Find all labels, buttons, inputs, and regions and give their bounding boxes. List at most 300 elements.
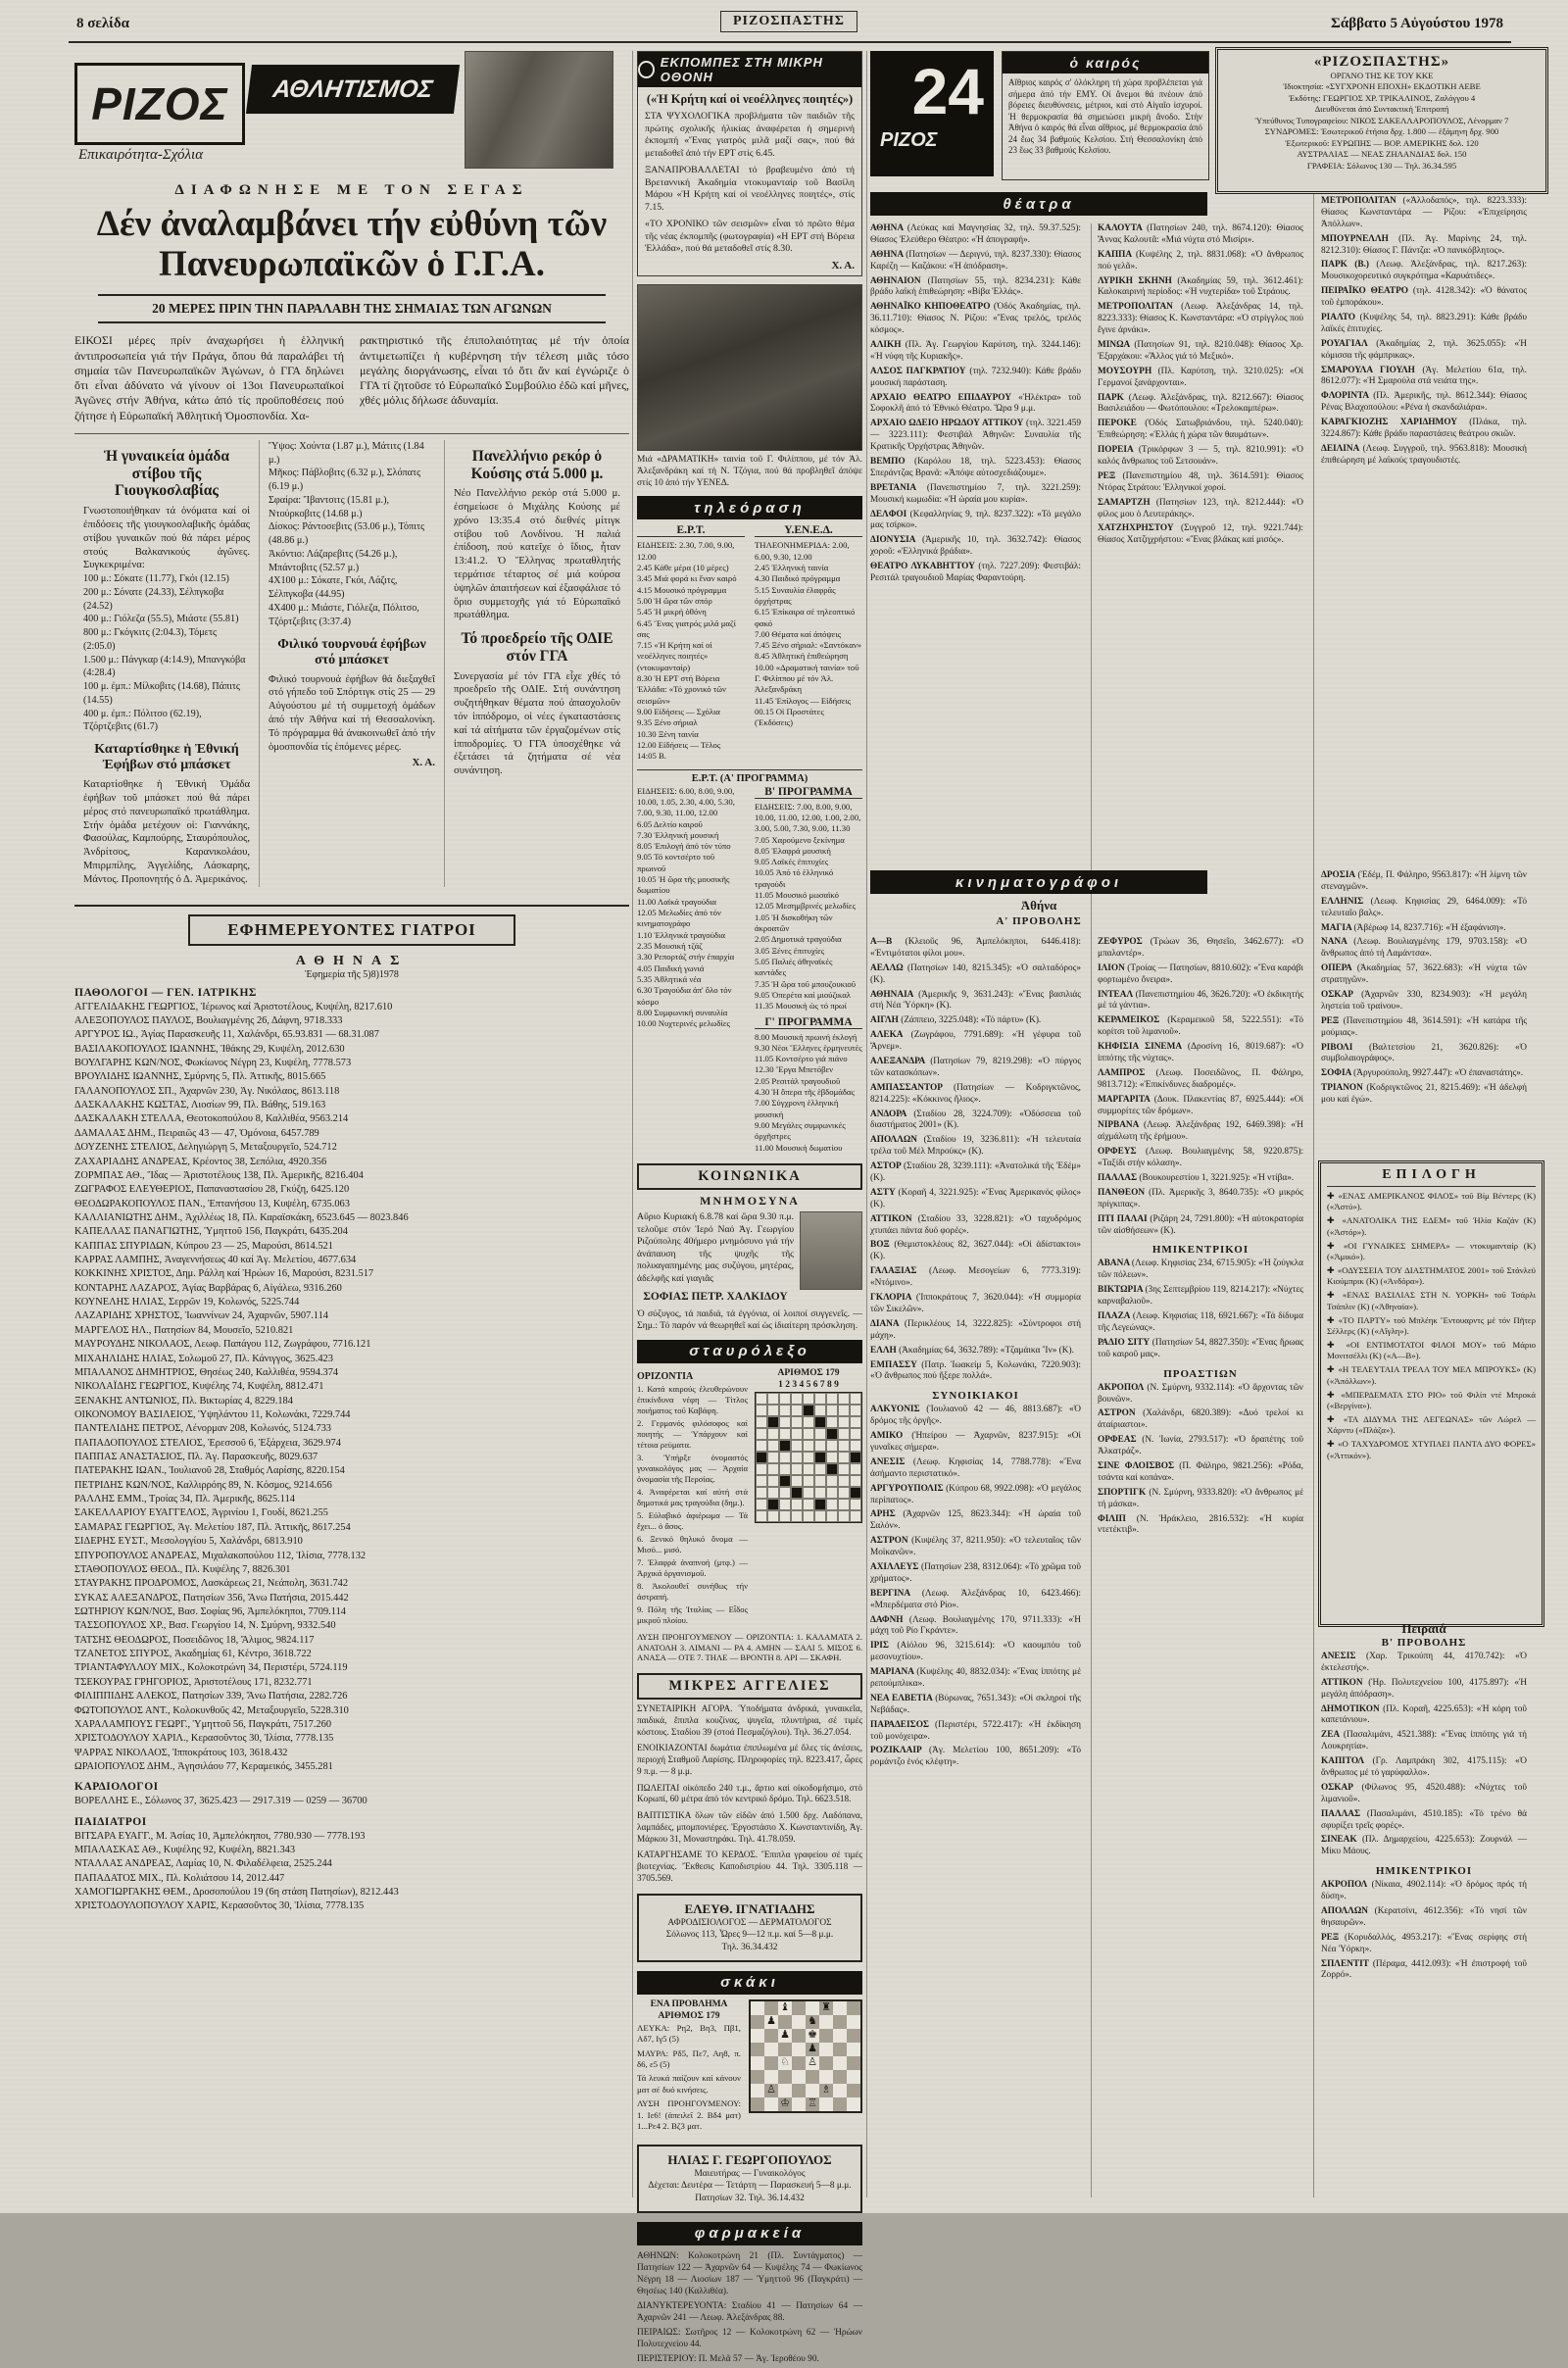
schedule-line: 11.05 Κοντσέρτο γιά πιάνο	[755, 1054, 848, 1064]
tv-logo-icon	[638, 61, 655, 78]
cinema-entry: ΓΑΛΑΞΙΑΣ (Λεωφ. Μεσογείων 6, 7773.319): «Ντόμινο».	[870, 1266, 1082, 1289]
crossword-cell	[803, 1510, 814, 1522]
cinema-entry: ΙΡΙΣ (Αἰόλου 96, 3215.614): «Ὁ καουμπόυ τοῦ μεσονυχτίου».	[870, 1641, 1081, 1663]
cinema-entry: ΡΑΔΙΟ ΣΙΤΥ (Πατησίων 54, 8827.350): «Ἕνας ἥρωας τοῦ καιροῦ μας».	[1098, 1337, 1304, 1359]
tv-promo-box	[637, 51, 862, 276]
masthead-line: ΑΥΣΤΡΑΛΙΑΣ — ΝΕΑΣ ΖΗΛΑΝΔΙΑΣ δολ. 150	[1297, 149, 1467, 160]
theater-entry: ΑΡΧΑΙΟ ΘΕΑΤΡΟ ΕΠΙΔΑΥΡΟΥ «Ἠλέκτρα» τοῦ Σοφοκλῆ ἀπό τό Ἐθνικό Θέατρο. Ὥρα 9 μ.μ.	[870, 392, 1081, 415]
cinema-entry: ΠΑΛΛΑΣ (Πασαλιμάνι, 4510.185): «Τό τρένο θά σφυρίξει τρεῖς φορές».	[1321, 1808, 1527, 1831]
theater-entry: ΜΠΟΥΡΝΕΛΛΗ (Πλ. Ἁγ. Μαρίνης 24, τηλ. 8212.310): Θίασος Γ. Πάντζα: «Ὁ πανικόβλητος».	[1321, 233, 1527, 256]
schedule-line: 7.05 Χαρούμενο ξεκίνημα	[755, 834, 845, 845]
schedule-line: 10.30 Ξένη ταινία	[637, 728, 699, 739]
cinema-entry: ΕΛΛΗ (Ἀκαδημίας 64, 3632.789): «Τζαμάικα Ἴν» (Κ).	[870, 1345, 1074, 1356]
lead-col2: ρακτηριστικό τῆς ἐπιπολαιότητας μέ τήν ὁποία ἀντιμετωπίζει ἡ κυβέρνηση τήν τέλεση μιᾶς τόσο μεγάλης διοργάνωσης, εἶναι τό ὅτι ἄν καί ἐγνώριζε ὁ ΓΓΑ τί ζητοῦσε τό Εὐρωπαϊκό Συμβούλιο ἐδῶ καί μῆνες, χθές μόλις δήλωσε ἀδυναμία.	[360, 333, 629, 408]
chess-square	[806, 2084, 819, 2097]
crossword-cell	[803, 1428, 814, 1440]
schedule-line: 10.00 Νυχτερινές μελωδίες	[637, 1018, 730, 1029]
cinema-entry: ΑΕΛΛΩ (Πατησίων 140, 8215.345): «Ὁ σαλταδόρος» (Κ).	[870, 962, 1082, 985]
crossword-cell	[767, 1393, 779, 1405]
crossword-cell	[756, 1510, 767, 1522]
doctor-entry: ΡΑΛΛΗΣ ΕΜΜ., Τροίας 34, Πλ. Ἀμερικῆς, 8625.114	[74, 1494, 295, 1505]
article-title: Τό προεδρείο τῆς ΟΔΙΕ στόν ΓΓΑ	[461, 630, 613, 665]
theater-entry: ΣΜΑΡΟΥΛΑ ΓΙΟΥΛΗ (Ἁγ. Μελετίου 61α, τηλ. 8612.077): «Ἡ Σμαρούλα στά νειάτα της».	[1321, 365, 1528, 387]
chess-square	[778, 2015, 792, 2029]
cinema-entry: ΒΟΞ (Θεμιστοκλέους 82, 3627.044): «Οἱ ἀδίστακτοι» (Κ).	[870, 1240, 1081, 1262]
cinema-entry: ΔΗΜΟΤΙΚΟΝ (Πλ. Κοραῆ, 4225.653): «Ἡ κόρη τοῦ καπετάνιου».	[1321, 1703, 1527, 1726]
ad-name: ΕΛΕΥΘ. ΙΓΝΑΤΙΑΔΗΣ	[684, 1900, 815, 1916]
cinemas-class-a-label: Α' ΠΡΟΒΟΛΗΣ	[996, 915, 1082, 927]
ad-line: Σόλωνος 113, Ὧρες 9—12 π.μ. καί 5—8 μ.μ.	[665, 1930, 834, 1941]
cinema-entry: ΑΤΤΙΚΟΝ (Ἡρ. Πολυτεχνείου 100, 4175.897): «Ἡ μεγάλη ἀπόδραση».	[1321, 1677, 1527, 1700]
schedule-line: 3.30 Ρεπορτάζ στήν ἐπαρχία	[637, 952, 735, 962]
crossword-cell	[791, 1510, 803, 1522]
article-title: Πανελλήνιο ρεκόρ ὁ Κούσης στά 5.000 μ.	[470, 447, 604, 482]
schedule-line: ΕΙΔΗΣΕΙΣ: 2.30, 7.00, 9.00, 12.00	[637, 540, 735, 562]
pharmacy-line: ΔΙΑΝΥΚΤΕΡΕΥΟΝΤΑ: Σταδίου 41 — Πατησίων 64 — Ἀχαρνῶν 241 — Λεωφ. Ἀλεξάνδρας 88.	[637, 2300, 862, 2323]
chess-square	[751, 2097, 764, 2111]
schedule-line: 00.15 Οἱ Προστάτες (Ἐκδόσεις)	[755, 707, 824, 728]
crossword-cell	[814, 1475, 826, 1487]
cinema-entry: ΡΕΞ (Πανεπιστημίου 48, 3614.591): «Ἡ κατάρα τῆς μούμιας».	[1321, 1015, 1527, 1038]
masthead-line: Διευθύνεται ἀπό Συντακτική Ἐπιτροπή	[1314, 104, 1449, 115]
cinema-entry: ΠΑΡΑΔΕΙΣΟΣ (Περιστέρι, 5722.417): «Ἡ ἐκδίκηση τοῦ μονόχειρα».	[870, 1719, 1081, 1742]
doctor-entry: ΤΣΕΚΟΥΡΑΣ ΓΡΗΓΟΡΙΟΣ, Ἀριστοτέλους 171, 8232.771	[74, 1676, 313, 1688]
doctor-entry: ΔΑΣΚΑΛΑΚΗ ΣΤΕΛΛΑ, Θεοτοκοπούλου 8, Καλλιθέα, 9563.214	[74, 1113, 349, 1125]
koinonika-header: ΚΟΙΝΩΝΙΚΑ	[637, 1163, 862, 1190]
piraeus-imikentrikoi-list	[1321, 1880, 1527, 1982]
doctor-entry: ΖΑΧΑΡΙΑΔΗΣ ΑΝΔΡΕΑΣ, Κρέοντος 38, Σεπόλια, 4920.356	[74, 1156, 327, 1167]
memorial-notice	[637, 1211, 862, 1333]
stats-list	[83, 572, 250, 734]
ert-header: Ε.Ρ.Τ.	[637, 524, 745, 537]
epiloghi-items	[1327, 1191, 1536, 1461]
stat-line: Σφαίρα: Ἴβαντσιτς (15.81 μ.), Ντούρκοβιτς (14.68 μ.)	[269, 494, 390, 519]
columnist-initials: Χ. Α.	[831, 260, 855, 272]
chess-square	[778, 2084, 792, 2097]
crossword-cell	[826, 1487, 838, 1499]
theaters-banner: θέατρα	[870, 192, 1207, 216]
crossword-cell	[814, 1463, 826, 1475]
doctor-entry: ΠΑΝΤΕΛΙΔΗΣ ΠΕΤΡΟΣ, Λένορμαν 208, Κολωνός, 5124.733	[74, 1423, 331, 1435]
cinema-entry: ΣΟΦΙΑ (Ἀργυρούπολη, 9927.447): «Ὁ ἐπαναστάτης».	[1321, 1068, 1524, 1079]
doctor-entry: ΧΑΡΑΛΑΜΠΟΥΣ ΓΕΩΡΓ., Ὑμηττοῦ 56, Παγκράτι, 7517.260	[74, 1718, 332, 1730]
ert-lines	[637, 540, 745, 762]
crossword-cell	[767, 1416, 779, 1428]
chess-line: ΛΥΣΗ ΠΡΟΗΓΟΥΜΕΝΟΥ: 1. Ιε6! (ἀπειλεῖ 2. Βδ4 ματ) 1...Ρε4 2. Βζ3 ματ.	[637, 2098, 741, 2132]
ad-line: ΑΦΡΟΔΙΣΙΟΛΟΓΟΣ — ΔΕΡΜΑΤΟΛΟΓΟΣ	[667, 1917, 832, 1928]
crossword-clue: 7. Ἐλαφρά ἀναπνοή (μτφ.) — Ἀρχικά ὀργανισμοῦ.	[637, 1556, 748, 1578]
tv-promo-paragraph: ΞΑΝΑΠΡΟΒΑΛΛΕΤΑΙ τό βραβευμένο ἀπό τή Βρεταννική Ἀκαδημία ντοκυμανταίρ τοῦ Βασίλη Μάρου «Ἡ Κρήτη καί οἱ νεοέλληνες ποιητές», στίς 7.15.	[645, 164, 855, 214]
tv-still-photo	[637, 284, 862, 451]
crossword-cell	[826, 1416, 838, 1428]
cinemas-proastion-list	[1098, 1383, 1303, 1538]
cinema-entry: ΖΕΦΥΡΟΣ (Τρώων 36, Θησεῖο, 3462.677): «Ὁ μπαλαντέρ».	[1098, 937, 1303, 959]
theater-entry: ΛΥΡΙΚΗ ΣΚΗΝΗ (Ἀκαδημίας 59, τηλ. 3612.461): Καλοκαιρινή περίοδος: «Ἡ νυχτερίδα» τοῦ Στράους.	[1098, 275, 1303, 298]
cinema-entry: Α—Β (Κλειοῦς 96, Ἀμπελόκηποι, 6446.418): «Ἐντιμότατοι φίλοι μου».	[870, 937, 1081, 959]
radio-a-lines	[637, 786, 745, 1030]
doctor-entry: ΠΑΠΠΑΣ ΑΝΑΣΤΑΣΙΟΣ, Πλ. Ἁγ. Παρασκευῆς, 8029.637	[74, 1452, 318, 1463]
theater-entry: ΠΟΡΕΙΑ (Τρικόρφων 3 — 5, τηλ. 8210.991): «Ὁ καλός ἄνθρωπος τοῦ Σετσουάν».	[1098, 445, 1303, 468]
epiloghi-item: ✚ «ΟΙ ΓΥΝΑΙΚΕΣ ΣΗΜΕΡΑ» — ντοκυμανταίρ (Κ) («Ἀμικό»).	[1327, 1240, 1536, 1261]
crossword-cell	[779, 1440, 791, 1452]
chess-square	[847, 2029, 860, 2043]
ad-line: Τηλ. 36.34.432	[721, 1943, 778, 1953]
schedule-line: 2.35 Μουσική τζάζ	[637, 940, 703, 951]
cinema-entry: ΡΟΖΙΚΛΑΙΡ (Ἁγ. Μελετίου 100, 8651.209): «Τό ρομάντζο ἑνός κλέφτη».	[870, 1746, 1081, 1768]
masthead-line: Ἰδιοκτησία: «ΣΥΓΧΡΟΝΗ ΕΠΟΧΗ» ΕΚΔΟΤΙΚΗ ΑΕΒΕ	[1283, 81, 1481, 92]
crossword-cell	[850, 1452, 861, 1463]
tv-promo-paragraph: «ΤΟ ΧΡΟΝΙΚΟ τῶν σεισμῶν» εἶναι τό πρῶτο θέμα τῆς νέας ἐκπομπῆς (φωτογραφία) «Η ΕΡΤ στή Βόρεια Ἑλλάδα», πού θά μεταδοθεῖ στίς 8.30.	[645, 218, 855, 255]
schedule-line: 3.05 Ξένες ἐπιτυχίες	[755, 945, 825, 956]
doctor-entry: ΚΟΚΚΙΝΗΣ ΧΡΙΣΤΟΣ, Δημ. Ράλλη καί Ἡρώων 16, Μαρούσι, 8231.517	[74, 1268, 374, 1280]
doctor-entry: ΜΑΡΓΕΛΟΣ ΗΛ., Πατησίων 84, Μουσεῖο, 5210.821	[74, 1324, 294, 1336]
doctor-entry: ΑΛΕΞΟΠΟΥΛΟΣ ΠΑΥΛΟΣ, Βουλιαγμένης 26, Δάφνη, 9718.333	[74, 1014, 343, 1026]
chess-square	[792, 2097, 806, 2111]
doctor-entry: ΦΩΤΟΠΟΥΛΟΣ ΑΝΤ., Κολοκυνθοῦς 42, Μεταξουργεῖο, 5228.310	[74, 1704, 349, 1716]
cinema-entry: ΜΑΡΓΑΡΙΤΑ (Δουκ. Πλακεντίας 87, 6925.444): «Οἱ συμμορίτες τῶν δρόμων».	[1098, 1094, 1303, 1116]
rizos-logo	[74, 63, 245, 145]
chess-square	[792, 2029, 806, 2043]
doctor-entry: ΒΙΤΣΑΡΑ ΕΥΑΓΓ., Μ. Ἀσίας 10, Ἀμπελόκηποι, 7780.930 — 7778.193	[74, 1830, 366, 1842]
radio-a	[637, 786, 745, 1154]
doctors-specialty-header: ΚΑΡΔΙΟΛΟΓΟΙ	[74, 1781, 159, 1794]
schedule-line: 7.35 Ἡ ὥρα τοῦ μπουζουκιοῦ	[755, 978, 857, 989]
doctors-city: ΑΘΗΝΑΣ	[295, 953, 409, 968]
cinema-entry: ΑΜΠΑΣΣΑΝΤΟΡ (Πατησίων — Κοδριγκτῶνος, 8214.225): «Κόκκινος ἥλιος».	[870, 1082, 1081, 1105]
crossword-cell	[779, 1463, 791, 1475]
schedule-line: 12.05 Μελωδίες ἀπό τόν κινηματογράφο	[637, 908, 721, 929]
chess-square	[833, 2084, 847, 2097]
crossword-cell	[814, 1405, 826, 1416]
crossword-cell	[767, 1428, 779, 1440]
epiloghi-item: ✚ «Η ΤΕΛΕΥΤΑΙΑ ΤΡΕΛΑ ΤΟΥ ΜΕΛ ΜΠΡΟΥΚΣ» (Κ) («Ἀπόλλων»).	[1327, 1364, 1536, 1386]
crossword-grid	[755, 1392, 862, 1523]
epiloghi-item: ✚ «ΟΔΥΣΣΕΙΑ ΤΟΥ ΔΙΑΣΤΗΜΑΤΟΣ 2001» τοῦ Στάνλεϋ Κιούμπρικ (Κ) («Ἀνδόρα»).	[1327, 1265, 1536, 1287]
cinema-entry: ΑΛΕΞΑΝΔΡΑ (Πατησίων 79, 8219.298): «Ὁ πύργος τῶν κατασκόπων».	[870, 1057, 1082, 1078]
doctor-entry: ΤΡΙΑΝΤΑΦΥΛΛΟΥ ΜΙΧ., Κολοκοτρώνη 34, Περιστέρι, 5724.119	[74, 1662, 348, 1674]
chess-square	[792, 2084, 806, 2097]
chess-square	[819, 2029, 833, 2043]
doctor-entry: ΣΑΜΑΡΑΣ ΓΕΩΡΓΙΟΣ, Ἁγ. Μελετίου 187, Πλ. Ἀττικῆς, 8617.254	[74, 1521, 351, 1533]
weather-title: ὁ καιρός	[1003, 52, 1208, 74]
ad-line: Δέχεται: Δευτέρα — Τετάρτη — Παρασκευή 5—8 μ.μ.	[648, 2181, 852, 2192]
crossword-clue: 5. Εὐλαβικό ἀφιέρωμα — Τά ἔχει... ὁ ἄσος.	[637, 1509, 748, 1531]
cinema-entry: ΒΙΚΤΩΡΙΑ (3ης Σεπτεμβρίου 119, 8214.217): «Νύχτες καρναβαλιοῦ».	[1098, 1285, 1303, 1307]
chess-square	[833, 2056, 847, 2070]
cinemas-banner: κινηματογράφοι	[870, 870, 1207, 894]
chess-square	[792, 2043, 806, 2056]
crossword-cell	[767, 1463, 779, 1475]
schedule-line: 7.45 Ξένο σήριαλ: «Σαντόκαν»	[755, 640, 862, 651]
header-rule	[69, 41, 1511, 43]
doctor-entry: ΨΑΡΡΑΣ ΝΙΚΟΛΑΟΣ, Ἱπποκράτους 103, 3618.432	[74, 1747, 288, 1758]
crossword-cell	[767, 1440, 779, 1452]
doctor-entry: ΠΑΤΕΡΑΚΗΣ ΙΩΑΝ., Ἰουλιανοῦ 28, Σταθμός Λαρίσης, 8220.154	[74, 1465, 345, 1477]
doctor-entry: ΚΑΛΛΙΑΝΙΩΤΗΣ ΔΗΜ., Ἀχιλλέως 18, Πλ. Καραϊσκάκη, 6523.645 — 8023.846	[74, 1211, 409, 1223]
classifieds-header: ΜΙΚΡΕΣ ΑΓΓΕΛΙΕΣ	[637, 1673, 862, 1700]
cinema-entry: ΑΛΕΚΑ (Ζωγράφου, 7791.689): «Ἡ γέφυρα τοῦ Ἄρνεμ».	[870, 1030, 1081, 1053]
chess-square: ♝	[778, 2001, 792, 2015]
crossword-clue: 6. Ξενικό θηλυκό ὄνομα — Μισό... μισό.	[637, 1533, 748, 1554]
cinemas-city-label: Ἀθήνα	[1020, 898, 1057, 913]
crossword-cell	[791, 1452, 803, 1463]
cinema-entry: ΟΡΦΕΥΣ (Λεωφ. Βουλιαγμένης 58, 9220.875): «Ταξίδι στήν κόλαση».	[1098, 1147, 1303, 1169]
chess-square	[751, 2084, 764, 2097]
memorial-name: ΣΟΦΙΑΣ ΠΕΤΡ. ΧΑΛΚΙΔΟΥ	[643, 1290, 788, 1303]
crossword-cell	[767, 1487, 779, 1499]
article-column	[444, 440, 629, 887]
doctor-entry: ΛΑΖΑΡΙΔΗΣ ΧΡΗΣΤΟΣ, Ἰωαννίνων 24, Ἀχαρνῶν, 5907.114	[74, 1310, 329, 1322]
doctor-entry: ΒΟΥΛΓΑΡΗΣ ΚΩΝ/ΝΟΣ, Φωκίωνος Νέγρη 23, Κυψέλη, 7778.573	[74, 1057, 352, 1068]
crossword-cell	[756, 1475, 767, 1487]
schedule-line: 8.05 Ἐλαφρά μουσική	[755, 845, 831, 856]
chess-square	[819, 2070, 833, 2084]
chess-line: Τά λευκά παίζουν καί κάνουν ματ σέ δυό κινήσεις.	[637, 2073, 741, 2095]
stat-line: 200 μ.: Σόνατε (24.33), Σέλπγκοβα (24.52)	[83, 586, 224, 612]
masthead-line: ΟΡΓΑΝΟ ΤΗΣ ΚΕ ΤΟΥ ΚΚΕ	[1330, 71, 1434, 80]
schedule-line: 9.05 Ὀπερέτα καί μιούζικαλ	[755, 989, 851, 1000]
column-rule	[632, 51, 633, 2197]
stat-line: 400 μ. ἐμπ.: Πόλιτσο (62.19), Τζόρτζεβιτς (61.7)	[83, 708, 202, 733]
memorial-text-2: Ὁ σύζυγος, τά παιδιά, τά ἐγγόνια, οἱ λοιποί συγγενεῖς. — Σημ.: Τό παρόν νά θεωρηθεῖ καί ὡς ἰδιαίτερη πρόσκληση.	[637, 1307, 862, 1332]
epiloghi-box	[1318, 1160, 1544, 1627]
crossword-cell	[767, 1452, 779, 1463]
chess-square	[764, 2056, 778, 2070]
crossword-cell	[756, 1428, 767, 1440]
theater-entry: ΑΘΗΝΑ (Πατησίων — Δεριγνύ, τηλ. 8237.330): Θίασος Καρέζη — Καζάκου: «Ἡ ἀπόδραση».	[870, 249, 1081, 271]
chess-square	[819, 2056, 833, 2070]
crossword-cell	[779, 1405, 791, 1416]
promo-24-caption: ΡΙΖΟΣ	[880, 129, 938, 151]
crossword-cell	[803, 1475, 814, 1487]
chess-board	[749, 1999, 862, 2113]
crossword-cell	[803, 1487, 814, 1499]
cinema-entry: ΜΑΓΙΑ (Ἀβέρωφ 14, 8237.716): «Ἡ ἐξαφάνιση».	[1321, 922, 1506, 933]
doctor-entry: ΞΕΝΑΚΗΣ ΑΝΤΩΝΙΟΣ, Πλ. Βικτωρίας 4, 8229.184	[74, 1395, 293, 1406]
doctor-entry: ΣΩΤΗΡΙΟΥ ΚΩΝ/ΝΟΣ, Βασ. Σοφίας 96, Ἀμπελόκηποι, 7709.114	[74, 1606, 346, 1617]
cinema-entry: ΔΡΟΣΙΑ (Ἐδέμ, Π. Φάληρο, 9563.817): «Ἡ λίμνη τῶν στεναγμῶν».	[1321, 870, 1527, 892]
cinema-entry: ΑΣΤΡΟΝ (Χαλάνδρι, 6820.389): «Δυό τρελοί κι ἀταίριαστοι».	[1098, 1408, 1303, 1431]
classified-ad: ΠΩΛΕΙΤΑΙ οἰκόπεδο 240 τ.μ., ἄρτιο καί οἰκοδομήσιμο, στό Κορωπί, 60 μέτρα ἀπό τόν κεντρικό δρόμο. Τηλ. 6623.518.	[637, 1782, 862, 1804]
crossword-cell	[850, 1416, 861, 1428]
crossword-cell	[826, 1463, 838, 1475]
crossword-cell	[838, 1510, 850, 1522]
theater-entry: ΑΡΧΑΙΟ ΩΔΕΙΟ ΗΡΩΔΟΥ ΑΤΤΙΚΟΥ (τηλ. 3221.459 — 3223.111): Φεστιβάλ Ἀθηνῶν: Συναυλία τῆς Κρατικῆς Ὀρχήστρας Ἀθηνῶν.	[870, 419, 1082, 453]
crossword-cell	[826, 1499, 838, 1510]
crossword-cell	[791, 1440, 803, 1452]
crossword-cell	[826, 1393, 838, 1405]
crossword-cell	[779, 1510, 791, 1522]
crossword-cell	[791, 1487, 803, 1499]
doctor-entry: ΜΙΧΑΗΛΙΔΗΣ ΗΛΙΑΣ, Σολωμοῦ 27, Πλ. Κάνιγγος, 3625.423	[74, 1353, 333, 1364]
chess-square: ♔	[778, 2097, 792, 2111]
stat-line: 800 μ.: Γκόγκιτς (2:04.3), Τόμετς (2:05.0)	[83, 627, 218, 652]
schedule-line: 11.35 Μουσική ὡς τό πρωί	[755, 1001, 847, 1011]
doctor-entry: ΣΑΚΕΛΛΑΡΙΟΥ ΕΥΑΓΓΕΛΟΣ, Ἀγρινίου 1, Γουδί, 8621.255	[74, 1507, 328, 1519]
radio-c-header: Γ' ΠΡΟΓΡΑΜΜΑ	[755, 1016, 862, 1029]
schedule-line: 6.15 Ἐπίκαιρα σέ τηλεοπτικό φακό	[755, 607, 856, 628]
theater-entry: ΚΑΠΠΑ (Κυψέλης 2, τηλ. 8831.068): «Ὁ ἄνθρωπος πού γελᾶ».	[1098, 249, 1304, 271]
schedule-line: ΕΙΔΗΣΕΙΣ: 7.00, 8.00, 9.00, 10.00, 11.00, 12.00, 1.00, 2.00, 3.00, 5.00, 7.30, 9.00, 11.30	[755, 801, 861, 834]
doctors-header: ΕΦΗΜΕΡΕΥΟΝΤΕΣ ΓΙΑΤΡΟΙ	[188, 914, 515, 946]
cinema-entry: ΑΣΤΟΡ (Σταδίου 28, 3239.111): «Ἀνατολικά τῆς Ἐδέμ» (Κ).	[870, 1161, 1082, 1184]
ad-name: ΗΛΙΑΣ Γ. ΓΕΩΡΓΟΠΟΥΛΟΣ	[667, 2151, 832, 2167]
crossword-cell	[779, 1487, 791, 1499]
column-rule	[1091, 223, 1092, 2197]
chess-square	[847, 2084, 860, 2097]
theater-entry: ΘΕΑΤΡΟ ΛΥΚΑΒΗΤΤΟΥ (τηλ. 7227.209): Φεστιβάλ: Ρεσιτάλ τραγουδιοῦ Μαρίας Φαραντούρη.	[870, 562, 1082, 584]
article-column	[259, 440, 444, 887]
crossword-cell	[850, 1475, 861, 1487]
crossword-grid-block	[755, 1368, 862, 1628]
chess-square: ♟	[806, 2043, 819, 2056]
proastion-header: ΠΡΟΑΣΤΙΩΝ	[1163, 1367, 1238, 1380]
chess-number: ΑΡΙΘΜΟΣ 179	[658, 2010, 720, 2021]
article-title: Καταρτίσθηκε ἡ Ἐθνική Ἐφήβων στό μπάσκετ	[94, 742, 239, 773]
piraeus-imikentrikoi-header: ΗΜΙΚΕΝΤΡΙΚΟΙ	[1375, 1865, 1473, 1878]
schedule-line: 7.00 Θέματα καί ἀπόψεις	[755, 628, 842, 639]
stat-line: Μῆκος: Πάβλοβιτς (6.32 μ.), Σλόπατς (6.19 μ.)	[269, 468, 421, 493]
crossword-cell	[791, 1416, 803, 1428]
schedule-line: 12.00 Εἰδήσεις — Τέλος	[637, 739, 721, 750]
cinema-entry: ΑΘΗΝΑΙΑ (Ἀμερικῆς 9, 3631.243): «Ἕνας βασιλιάς στή Νέα Ὑόρκη» (Κ).	[870, 989, 1081, 1011]
crossword-cell	[756, 1393, 767, 1405]
radio-c-lines	[755, 1032, 862, 1154]
chess-square	[792, 2070, 806, 2084]
chess-square	[819, 2043, 833, 2056]
crossword-cell	[791, 1463, 803, 1475]
theater-entry: ΑΘΗΝΑΪΚΟ ΚΗΠΟΘΕΑΤΡΟ (Ὁδός Ἀκαδημίας, τηλ. 36.11.710): Θίασος Ν. Ρίζου: «Ἕνας τρελός, τρελός κόσμος».	[870, 302, 1081, 336]
schedule-line: 5.35 Ἀθλητικά νέα	[637, 973, 702, 984]
chess-problem-label: ΕΝΑ ΠΡΟΒΛΗΜΑ	[650, 1998, 728, 2009]
stats-list	[269, 440, 435, 629]
chess-square: ♟	[778, 2029, 792, 2043]
cinemas-a-list-cont	[1098, 937, 1303, 1237]
doctor-entry: ΔΑΣΚΑΛΑΚΗΣ ΚΩΣΤΑΣ, Λιοσίων 99, Πλ. Βάθης, 519.163	[74, 1100, 326, 1111]
page-folio: 8 σελίδα	[76, 16, 129, 31]
crossword-cell	[756, 1463, 767, 1475]
cinema-entry: ΠΛΑΖΑ (Λεωφ. Κηφισίας 118, 6921.667): «Τά δίδυμα τῆς Λεγεώνας».	[1098, 1311, 1303, 1333]
middle-column	[637, 51, 862, 2368]
crossword-cell	[838, 1487, 850, 1499]
classified-ad: ΚΑΤΑΡΓΗΣΑΜΕ ΤΟ ΚΕΡΔΟΣ. Ἔπιπλα γραφείου σέ τιμές βιοτεχνίας. Ἔκθεσις Καποδιστρίου 44. Τηλ. 3305.118 — 3705.569.	[637, 1850, 862, 1883]
doctors-list	[74, 1795, 629, 1808]
schedule-line: 8.05 Ἐπιλογή ἀπό τόν τύπο	[637, 841, 731, 852]
photo-caption: Μιά «ΔΡΑΜΑΤΙΚΗ» ταινία τοῦ Γ. Φιλίππου, μέ τόν Ἀλ. Ἀλεξανδράκη καί τή Ν. Τζόγια, πού θά προβληθεῖ ἀπόψε στίς 10 ἀπό τήν ΥΕΝΕΔ.	[637, 455, 862, 488]
schedule-line: 11.45 Ἐπίλογος — Εἰδήσεις	[755, 695, 852, 706]
crossword-cell	[826, 1475, 838, 1487]
theater-entry: ΣΑΜΑΡΤΖΗ (Πατησίων 123, τηλ. 8212.444): «Ὁ φίλος μου ὁ Λευτεράκης».	[1098, 497, 1304, 519]
brand-subtitle: Επικαιρότητα-Σχόλια	[78, 147, 204, 163]
schedule-line: 11.00 Μουσική δωματίου	[755, 1142, 843, 1153]
doctor-entry: ΑΓΓΕΛΙΔΑΚΗΣ ΓΕΩΡΓΙΟΣ, Ἱέρωνος καί Ἀριστοτέλους, Κυψέλη, 8217.610	[74, 1001, 393, 1012]
doctor-entry: ΣΙΔΕΡΗΣ ΕΥΣΤ., Μεσολογγίου 5, Χαλάνδρι, 6813.910	[74, 1536, 303, 1548]
stat-line: 400 μ.: Γιόλεζα (55.5), Μιάστε (55.81)	[83, 614, 239, 625]
chess-square: ♜	[819, 2001, 833, 2015]
portrait-photo	[800, 1211, 862, 1290]
cinema-entry: ΑΝΕΣΙΣ (Χαρ. Τρικούπη 44, 4170.742): «Ὁ ἐκτελεστής».	[1321, 1652, 1528, 1673]
lead-col1: ΕΙΚΟΣΙ μέρες πρίν ἀναχωρήσει ἡ ἑλληνική ἀντιπροσωπεία γιά τήν Πράγα, ὅπου θά παραλάβει τή σημαία τῶν Πανευρωπαϊκῶν Ἀγώνων, ὁ ΓΓΑ δηλώνει ὅτι εἶναι ἀδύνατο νά γίνουν οἱ 13οι Πανευρωπαϊκοί Ἀγῶνες στήν Ἀθήνα, κάτω ἀπό τίς προϋποθέσεις πού ζήτησε ἡ Εὐρωπαϊκή Ἀθλητική Ὁμοσπονδία. Χα-	[74, 333, 344, 422]
cinema-entry: ΑΛΚΥΟΝΙΣ (Ἰουλιανοῦ 42 — 46, 8813.687): «Ὁ δρόμος τῆς ὀργῆς».	[870, 1405, 1082, 1427]
stat-line: 100 μ.: Σόκατε (11.77), Γκόι (12.15)	[83, 573, 229, 585]
doctor-ad-georgopoulos	[637, 2145, 862, 2213]
cinemas-column-2	[1098, 937, 1303, 2194]
stat-line: Ἀκόντιο: Λάζαρεβιτς (54.26 μ.), Μπάντοβιτς (52.57 μ.)	[269, 548, 398, 573]
schedule-line: 1.05 Ἡ δισκοθήκη τῶν ἀκροατῶν	[755, 912, 833, 934]
crossword-cell	[826, 1428, 838, 1440]
crossword-cell	[791, 1393, 803, 1405]
schedule-line: 7.00 Σύγχρονη ἑλληνική μουσική	[755, 1098, 839, 1119]
article-body: Φιλικό τουρνουά ἐφήβων θά διεξαχθεῖ στό γήπεδο τοῦ Σπόρτιγκ στίς 25 — 29 Αὐγούστου μέ τή συμμετοχή ὁμάδων ἀπό τήν Ἀθήνα καί τή Θεσσαλονίκη. Τό πρόγραμμα θά ἀνακοινωθεῖ ἀπό τήν ὁμοσπονδία τίς ἑπόμενες μέρες.	[269, 673, 435, 753]
cinema-entry: ΠΑΛΛΑΣ (Βουκουρεστίου 1, 3221.925): «Ἡ ντίβα».	[1098, 1173, 1295, 1184]
cinema-entry: ΝΙΡΒΑΝΑ (Λεωφ. Ἀλεξάνδρας 192, 6469.398): «Ἡ αἰχμάλωτη τῆς ἐρήμου».	[1098, 1120, 1303, 1143]
crossword-cell	[803, 1440, 814, 1452]
schedule-line: 6.30 Τραγούδια ἀπ' ὅλο τόν κόσμο	[637, 985, 732, 1007]
radio-b	[755, 786, 862, 1154]
chess-section	[637, 1999, 862, 2136]
chess-square	[847, 2070, 860, 2084]
schedule-line: 9.00 Εἰδήσεις — Σχόλια	[637, 707, 720, 717]
doctor-entry: ΝΙΚΟΛΑΪΔΗΣ ΓΕΩΡΓΙΟΣ, Κυψέλης 74, Κυψέλη, 8812.471	[74, 1381, 324, 1393]
doctor-entry: ΚΑΠΕΛΛΑΣ ΠΑΝΑΓΙΩΤΗΣ, Ὑμηττοῦ 156, Παγκράτι, 6435.204	[74, 1226, 348, 1238]
cinema-entry: ΠΤΙ ΠΑΛΑΙ (Ριζάρη 24, 7291.800): «Ἡ αὐτοκρατορία τῶν αἰσθήσεων» (Κ).	[1098, 1213, 1303, 1236]
crossword-cell	[850, 1510, 861, 1522]
theater-entry: ΜΟΥΣΟΥΡΗ (Πλ. Καρύτση, τηλ. 3210.025): «Οἱ Γερμανοί ξανάρχονται».	[1098, 366, 1303, 388]
cinema-entry: ΟΣΚΑΡ (Φίλωνος 95, 4520.488): «Νύχτες τοῦ λιμανιοῦ».	[1321, 1782, 1527, 1804]
cinema-entry: ΔΑΦΝΗ (Λεωφ. Βουλιαγμένης 170, 9711.333): «Ἡ μάχη τοῦ Ρίο Γκράντε».	[870, 1614, 1081, 1637]
doctors-specialty-header: ΠΑΘΟΛΟΓΟΙ — ΓΕΝ. ΙΑΤΡΙΚΗΣ	[74, 986, 257, 999]
doctor-entry: ΧΡΙΣΤΟΔΟΥΛΟΠΟΥΛΟΥ ΧΑΡΙΣ, Κερασοῦντος 30, Ἰλίσια, 7778.135	[74, 1900, 365, 1912]
cinema-entry: ΑΡΗΣ (Ἀχαρνῶν 125, 8623.344): «Ἡ ὡραία τοῦ Σαλόν».	[870, 1509, 1081, 1532]
sports-masthead-row	[74, 51, 629, 176]
chess-square	[764, 2070, 778, 2084]
cinema-entry: ΑΝΕΣΙΣ (Λεωφ. Κηφισίας 14, 7788.778): «Ἕνα ἀσήμαντο περιστατικό».	[870, 1456, 1081, 1479]
schedule-line: 4.30 Ἡ ὄπερα τῆς ἑβδομάδας	[755, 1087, 855, 1098]
crossword-cell	[767, 1510, 779, 1522]
theater-entry: ΠΕΡΟΚΕ (Ὁδός Σατωβριάνδου, τηλ. 5240.040): Ἐπιθεώρηση: «Ἑλλάς ἡ χώρα τῶν θαυμάτων».	[1098, 419, 1303, 441]
cinema-entry: ΚΑΠΙΤΟΛ (Γρ. Λαμπράκη 302, 4175.115): «Ὁ ἄνθρωπος μέ τό γαρύφαλλο».	[1321, 1756, 1527, 1779]
schedule-line: 2.45 Κάθε μέρα (10 μέρες)	[637, 562, 729, 572]
crossword-cell	[803, 1416, 814, 1428]
theater-entry: ΠΕΙΡΑΪΚΟ ΘΕΑΤΡΟ (τηλ. 4128.342): «Ὁ θάνατος τοῦ ἐμποράκου».	[1321, 286, 1527, 309]
cinema-entry: ΑΙΓΛΗ (Ζάππειο, 3225.048): «Τό πάρτυ» (Κ).	[870, 1015, 1042, 1026]
doctor-entry: ΜΠΑΛΑΝΟΣ ΔΗΜΗΤΡΙΟΣ, Θησέως 240, Καλλιθέα, 9594.374	[74, 1366, 339, 1378]
cinema-entry: ΑΠΟΛΛΩΝ (Σταδίου 19, 3236.811): «Ἡ τελευταία τρέλα τοῦ Μέλ Μπρούκς» (Κ).	[870, 1135, 1082, 1158]
epiloghi-item: ✚ «Ο ΤΑΧΥΔΡΟΜΟΣ ΧΤΥΠΑΕΙ ΠΑΝΤΑ ΔΥΟ ΦΟΡΕΣ» («Ἀττικόν»).	[1327, 1439, 1536, 1460]
sports-photo	[465, 51, 613, 169]
theater-entry: ΠΑΡΚ (Λεωφ. Ἀλεξάνδρας, τηλ. 8212.667): Θίασος Βασιλειάδου — Φωτόπουλου: «Τρελοκαμπέρω».	[1098, 392, 1303, 415]
doctor-entry: ΜΠΑΛΑΣΚΑΣ ΑΘ., Κυψέλης 92, Κυψέλη, 8821.343	[74, 1845, 296, 1856]
theater-entry: ΔΕΛΦΟΙ (Κεφαλληνίας 9, τηλ. 8237.322): «Τό μεγάλο μας τσίρκο».	[870, 509, 1081, 531]
schedule-line: 2.05 Δημοτικά τραγούδια	[755, 934, 842, 945]
piraeus-class-label: Β' ΠΡΟΒΟΛΗΣ	[1381, 1637, 1467, 1649]
clues-list	[637, 1384, 748, 1626]
cinema-entry: ΤΡΙΑΝΟΝ (Κοδριγκτῶνος 21, 8215.469): «Ἡ ἀδελφή μου καί ἐγώ».	[1321, 1083, 1527, 1106]
page-date: Σάββατο 5 Αὐγούστου 1978	[1331, 16, 1503, 31]
crossword-cell	[850, 1499, 861, 1510]
chess-square	[847, 2015, 860, 2029]
crossword-solution: ΛΥΣΗ ΠΡΟΗΓΟΥΜΕΝΟΥ — ΟΡΙΖΟΝΤΙΑ: 1. ΚΑΛΑΜΑΤΑ 2. ΑΝΑΤΟΛΗ 3. ΛΙΜΑΝΙ — ΡΑ 4. ΑΜΗΝ — ΣΑΛΙ 5. ΜΙΣΟΣ 6. ΑΝΑΣΑ — ΟΤΕ 7. ΤΗΛΕ — ΒΡΟΝΤΗ 8. ΑΡΙ — ΣΚΑΦΗ.	[637, 1631, 862, 1663]
schedule-line: 4.30 Παιδικό πρόγραμμα	[755, 573, 841, 584]
cinema-entry: ΑΣΤΡΟΝ (Κυψέλης 37, 8211.950): «Ὁ τελευταῖος τῶν Μοϊκανῶν».	[870, 1536, 1081, 1558]
ad-line: Πατησίων 32. Τηλ. 36.14.432	[695, 2193, 805, 2203]
chess-square	[751, 2043, 764, 2056]
chess-square	[792, 2001, 806, 2015]
crossword-clue: 2. Γερμανός φιλόσοφος καί ποιητής — Ὑπάρχουν καί τέτοια ρεύματα.	[637, 1417, 748, 1450]
schedule-line: 10.05 Ἀπό τό ἑλληνικό τραγούδι	[755, 867, 834, 889]
chess-square	[806, 2070, 819, 2084]
schedule-line: 5.45 Ἡ μικρή ὀθόνη	[637, 607, 707, 617]
